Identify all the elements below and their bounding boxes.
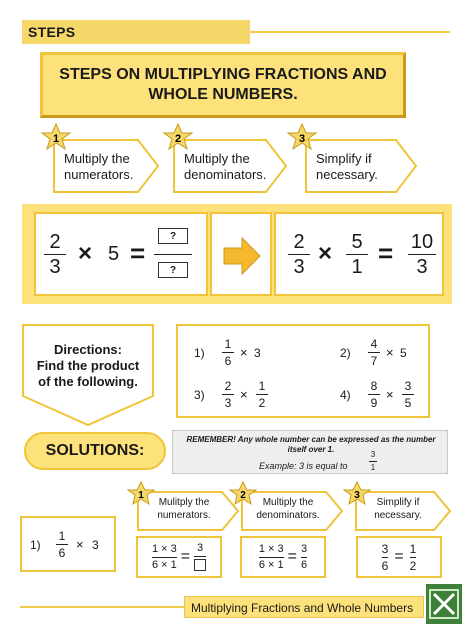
step-1-line2: numerators.	[157, 510, 211, 521]
step-3-text	[360, 496, 436, 522]
example-arrow-box	[210, 212, 272, 296]
numerator: 10	[410, 231, 434, 253]
directions-line3: of the following.	[38, 374, 138, 389]
step-3-line1: Simplify if	[316, 151, 372, 166]
whole-number: 3	[92, 538, 99, 552]
step-2-line1: Multiply the	[184, 151, 250, 166]
directions-line2: Find the product	[36, 358, 140, 373]
numerator: 3	[301, 542, 308, 555]
denominator: 3	[49, 256, 61, 278]
numerator: 1	[58, 529, 66, 543]
numerator: 3	[381, 541, 389, 556]
unknown-numerator: ?	[158, 228, 188, 244]
denominator: 3	[293, 256, 305, 278]
fraction	[222, 338, 234, 367]
problem-2-label: 2)	[340, 346, 351, 360]
step-2-number: 2	[240, 490, 246, 501]
remember-example: Example: 3 is equal to	[259, 461, 348, 471]
worksheet-logo-icon	[426, 584, 462, 624]
numerator: 2	[293, 231, 305, 253]
equals-sign: =	[378, 238, 394, 268]
times-icon: ×	[386, 345, 394, 360]
numerator: 1 × 3	[258, 542, 284, 555]
footer-title: Multiplying Fractions and Whole Numbers	[184, 596, 424, 618]
numerator: 1	[224, 337, 232, 351]
right-arrow-icon	[224, 238, 260, 274]
numerator: 5	[351, 231, 363, 253]
step-1-number: 1	[138, 490, 144, 501]
denominator: 2	[409, 558, 417, 573]
whole-number: 5	[400, 346, 407, 360]
answer-fraction	[194, 543, 206, 571]
step-3-number: 3	[298, 133, 306, 145]
step-2-line2: denominators.	[184, 167, 267, 182]
denominator: 9	[370, 396, 378, 410]
step-1-text	[144, 496, 224, 522]
denominator: 6	[301, 558, 308, 571]
step-3-line2: necessary.	[374, 510, 422, 521]
page-title	[40, 52, 406, 118]
denominator: 7	[370, 354, 378, 368]
numerator: 4	[370, 337, 378, 351]
fraction	[368, 338, 380, 367]
denominator: 6	[224, 354, 232, 368]
fraction	[256, 380, 268, 409]
title-line-1: STEPS ON MULTIPLYING FRACTIONS AND	[59, 66, 387, 83]
denominator: 1	[370, 463, 376, 472]
numerator: 2	[224, 379, 232, 393]
fraction	[152, 544, 177, 571]
whole-number: 5	[108, 243, 120, 265]
equals-sign: =	[130, 238, 146, 268]
equals-sign: =	[394, 548, 404, 565]
step-1-line1: Mulitply the	[158, 497, 210, 508]
denominator: 1	[351, 256, 363, 278]
denominator: 3	[416, 256, 428, 278]
numerator: 8	[370, 379, 378, 393]
remember-box	[172, 430, 448, 474]
step-2-text	[176, 148, 274, 186]
fraction	[222, 380, 234, 409]
step-2-text	[246, 496, 330, 522]
solution-step-1-box	[136, 536, 222, 578]
numerator: 1	[258, 379, 266, 393]
numerator: 1 × 3	[151, 542, 177, 555]
answer-fraction	[301, 544, 307, 571]
fraction	[382, 543, 389, 572]
times-icon: ×	[240, 345, 248, 360]
unknown-denominator: ?	[158, 262, 188, 278]
times-icon: ×	[318, 240, 333, 267]
fraction	[288, 232, 310, 277]
solution-problem-box	[20, 516, 116, 572]
solution-steps-row	[124, 482, 454, 532]
step-1-line2: numerators.	[64, 167, 134, 182]
footer-rule	[20, 606, 184, 608]
step-2-line1: Multiply the	[262, 497, 314, 508]
times-icon: ×	[386, 387, 394, 402]
denominator: 3	[224, 396, 232, 410]
problem-3-label: 3)	[194, 388, 205, 402]
step-3-line1: Simplify if	[376, 497, 420, 508]
numerator: 3	[370, 450, 376, 459]
fraction-bar	[154, 254, 192, 255]
fraction	[402, 380, 414, 409]
fraction	[346, 232, 368, 277]
step-2-number: 2	[174, 133, 182, 145]
numerator: 3	[197, 542, 204, 554]
title-line-2: WHOLE NUMBERS.	[148, 86, 298, 103]
solution-step-3-box	[356, 536, 442, 578]
fraction	[44, 232, 66, 277]
denominator: 5	[404, 396, 412, 410]
fraction	[56, 530, 68, 559]
numerator: 1	[409, 541, 417, 556]
equals-sign: =	[180, 548, 191, 565]
remember-text: REMEMBER! Any whole number can be expressed as the number itself over 1.	[186, 435, 436, 454]
equals-sign: =	[287, 548, 297, 565]
numerator: 2	[49, 231, 61, 253]
times-icon: ×	[78, 240, 93, 267]
denominator: 6 × 1	[151, 558, 177, 571]
step-1-text	[56, 148, 146, 186]
answer-fraction	[410, 543, 417, 572]
problems-box	[176, 324, 430, 418]
denominator: 6	[58, 546, 66, 560]
problem-4-label: 4)	[340, 388, 351, 402]
fraction	[259, 544, 284, 571]
steps-row	[38, 124, 458, 194]
directions-line1: Directions:	[54, 342, 122, 357]
problem-1-label: 1)	[194, 346, 205, 360]
step-3-line2: necessary.	[316, 167, 378, 182]
fraction	[368, 380, 380, 409]
directions-text	[22, 342, 154, 390]
step-2-line2: denominators.	[256, 510, 320, 521]
step-3-number: 3	[354, 490, 360, 501]
times-icon: ×	[76, 537, 84, 552]
example-right-box	[274, 212, 444, 296]
solutions-label: SOLUTIONS:	[24, 432, 166, 470]
answer-fraction	[408, 232, 436, 277]
example-left-box	[34, 212, 208, 296]
whole-number: 3	[254, 346, 261, 360]
numerator: 3	[404, 379, 412, 393]
denominator: 6 × 1	[258, 558, 284, 571]
times-icon: ×	[240, 387, 248, 402]
problem-label: 1)	[30, 538, 41, 552]
header-rule	[250, 31, 450, 33]
denominator: 6	[381, 558, 389, 573]
step-3-text	[308, 148, 398, 186]
denominator: 2	[258, 396, 266, 410]
blank-answer-box	[194, 559, 206, 571]
fraction	[369, 451, 377, 472]
step-1-number: 1	[52, 133, 60, 145]
step-1-line1: Multiply the	[64, 151, 130, 166]
solution-step-2-box	[240, 536, 326, 578]
section-label: STEPS	[22, 20, 250, 44]
